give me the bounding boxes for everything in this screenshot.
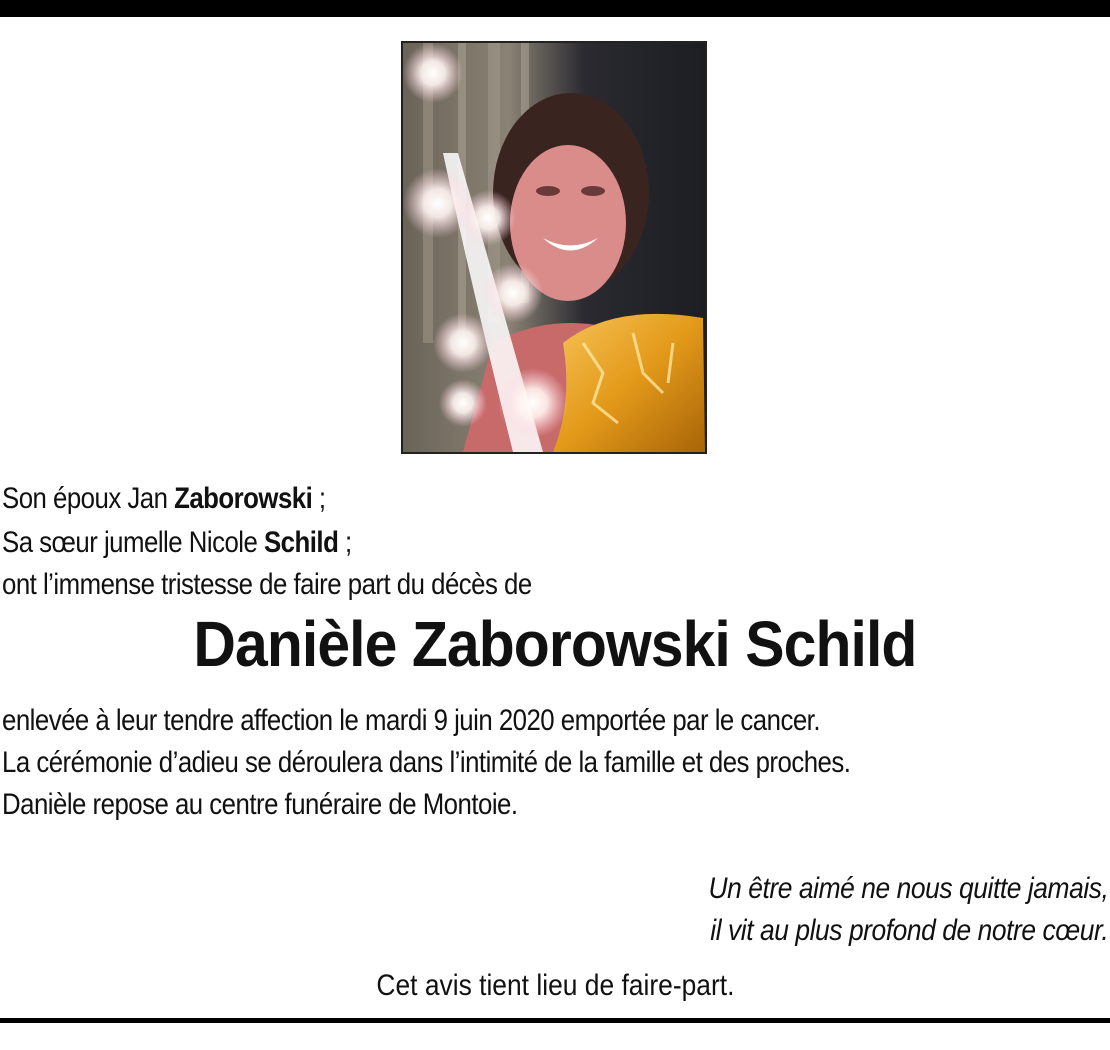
quote-line-1: Un être aimé ne nous quitte jamais, xyxy=(708,872,1108,905)
spouse-suffix: ; xyxy=(312,482,326,515)
quote-line-2: il vit au plus profond de notre cœur. xyxy=(709,914,1108,947)
deceased-name-text: Danièle Zaborowski Schild xyxy=(193,608,917,680)
portrait-photo xyxy=(401,41,707,454)
bottom-rule xyxy=(0,1018,1110,1023)
family-line-spouse xyxy=(2,482,326,516)
footer-note-text: Cet avis tient lieu de faire-part. xyxy=(375,969,735,1002)
body-line-2: La cérémonie d’adieu se déroulera dans l’intimité de la famille et des proches. xyxy=(2,746,851,779)
portrait-image xyxy=(403,43,705,452)
deceased-name xyxy=(0,606,1110,682)
spouse-surname: Zaborowski xyxy=(174,482,313,515)
body-line-3: Danièle repose au centre funéraire de Montoie. xyxy=(2,788,518,821)
announcement-line: ont l’immense tristesse de faire part du décès de xyxy=(2,568,532,601)
sister-surname: Schild xyxy=(263,526,339,559)
body-line-1: enlevée à leur tendre affection le mardi 9 juin 2020 emportée par le cancer. xyxy=(2,704,820,737)
top-rule xyxy=(0,0,1110,17)
footer-note xyxy=(0,968,1110,1004)
family-line-sister xyxy=(2,526,352,560)
sister-prefix: Sa sœur jumelle Nicole xyxy=(2,526,264,559)
spouse-prefix: Son époux Jan xyxy=(2,482,175,515)
sister-suffix: ; xyxy=(338,526,352,559)
